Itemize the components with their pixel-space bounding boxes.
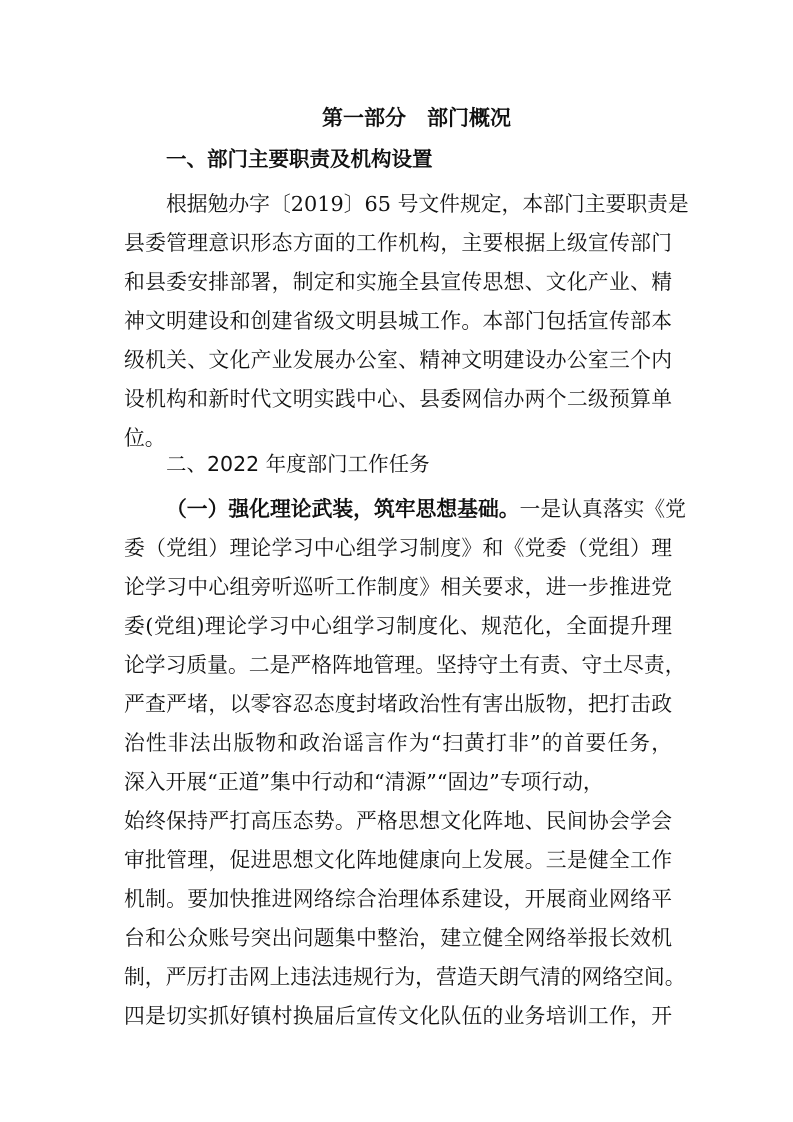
paragraph-line: 位。 bbox=[124, 426, 166, 450]
section-heading-2: 二、2022 年度部门工作任务 bbox=[166, 452, 430, 476]
paragraph-line: 四是切实抓好镇村换届后宣传文化队伍的业务培训工作，开 bbox=[124, 1004, 672, 1028]
paragraph-line: 审批管理，促进思想文化阵地健康向上发展。三是健全工作 bbox=[124, 848, 672, 872]
page-title: 第一部分 部门概况 bbox=[322, 106, 511, 130]
paragraph-line: 严查严堵，以零容忍态度封堵政治性有害出版物，把打击政 bbox=[124, 692, 672, 716]
paragraph-line: 设机构和新时代文明实践中心、县委网信办两个二级预算单 bbox=[124, 387, 672, 411]
paragraph-line: 论学习中心组旁听巡听工作制度》相关要求，进一步推进党 bbox=[124, 575, 672, 599]
paragraph-line: 根据勉办字〔2019〕65 号文件规定，本部门主要职责是 bbox=[166, 192, 689, 216]
paragraph-line: 论学习质量。二是严格阵地管理。坚持守土有责、守土尽责， bbox=[124, 653, 686, 677]
paragraph-line: 治性非法出版物和政治谣言作为“扫黄打非”的首要任务， bbox=[124, 731, 672, 755]
paragraph-line: 神文明建设和创建省级文明县城工作。本部门包括宣传部本 bbox=[124, 309, 672, 333]
paragraph-line: 委(党组)理论学习中心组学习制度化、规范化，全面提升理 bbox=[124, 614, 672, 638]
bold-lead-in: （一）强化理论武装，筑牢思想基础。 bbox=[166, 496, 520, 521]
paragraph-line: 级机关、文化产业发展办公室、精神文明建设办公室三个内 bbox=[124, 348, 672, 372]
paragraph-line: 和县委安排部署，制定和实施全县宣传思想、文化产业、精 bbox=[124, 270, 672, 294]
paragraph-line: 制，严厉打击网上违法违规行为，营造天朗气清的网络空间。 bbox=[124, 965, 686, 989]
paragraph-first-line bbox=[166, 490, 686, 528]
paragraph-line: 台和公众账号突出问题集中整治，建立健全网络举报长效机 bbox=[124, 926, 672, 950]
section-heading-1: 一、部门主要职责及机构设置 bbox=[166, 147, 433, 171]
paragraph-line: 县委管理意识形态方面的工作机构，主要根据上级宣传部门 bbox=[124, 231, 672, 255]
paragraph-line: 深入开展“正道”集中行动和“清源”“固边”专项行动， bbox=[124, 770, 604, 794]
paragraph-line: 机制。要加快推进网络综合治理体系建设，开展商业网络平 bbox=[124, 887, 672, 911]
paragraph-line: 始终保持严打高压态势。严格思想文化阵地、民间协会学会 bbox=[124, 809, 672, 833]
first-line-rest: 一是认真落实《党 bbox=[519, 497, 686, 521]
paragraph-line: 委（党组）理论学习中心组学习制度》和《党委（党组）理 bbox=[124, 536, 672, 560]
